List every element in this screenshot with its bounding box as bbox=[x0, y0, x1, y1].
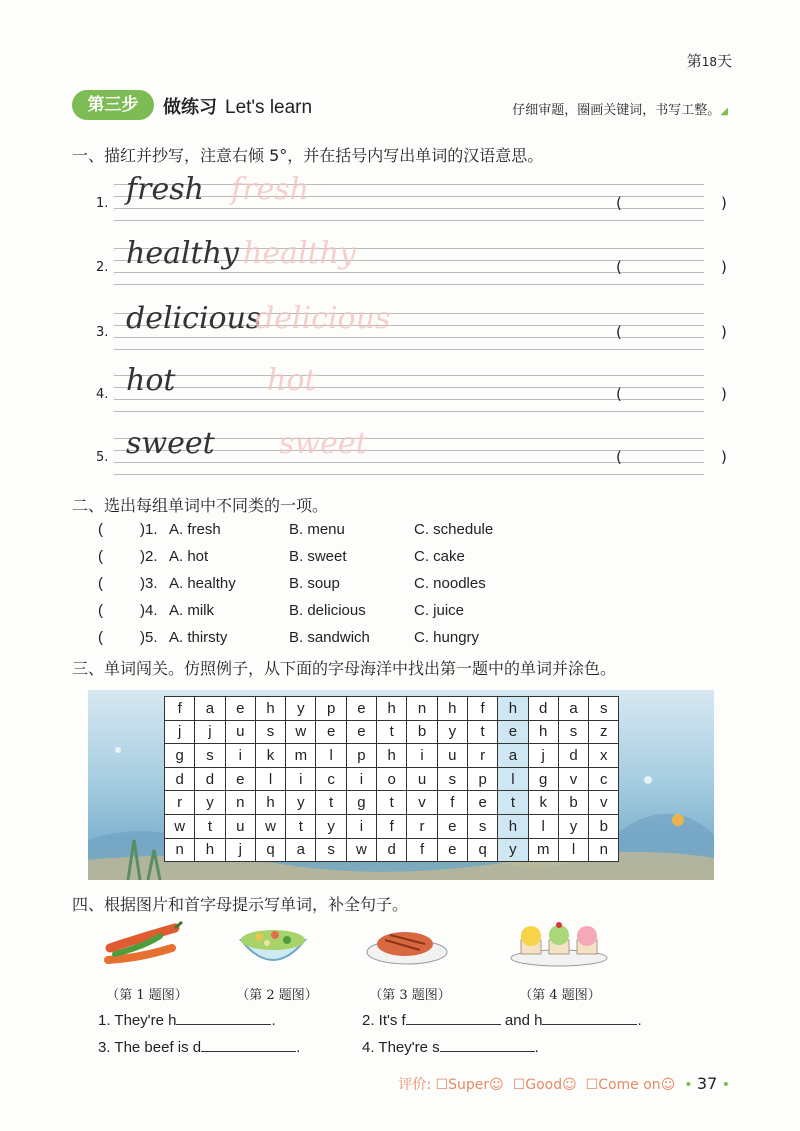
arrow-icon: ◢ bbox=[720, 106, 728, 117]
letter-grid bbox=[164, 696, 619, 862]
grid-cell[interactable]: u bbox=[225, 720, 255, 744]
grid-cell[interactable]: q bbox=[255, 838, 285, 862]
answer-paren[interactable]: ( bbox=[98, 575, 103, 592]
steak-plate-icon bbox=[365, 922, 450, 967]
grid-cell[interactable]: w bbox=[255, 814, 285, 838]
section1-title: 一、描红并抄写，注意右倾 5°，并在括号内写出单词的汉语意思。 bbox=[72, 146, 544, 165]
grid-cell[interactable]: h bbox=[377, 697, 407, 721]
smiley-icon: ☺ bbox=[660, 1077, 676, 1093]
grid-cell[interactable]: l bbox=[255, 767, 285, 791]
picture2-caption: （第 2 题图） bbox=[236, 988, 318, 1003]
item-number: )4. bbox=[140, 602, 158, 619]
day-label: 第18天 bbox=[686, 52, 732, 70]
grid-cell[interactable]: e bbox=[316, 720, 346, 744]
grid-cell[interactable]: i bbox=[407, 744, 437, 768]
grid-cell[interactable]: t bbox=[377, 720, 407, 744]
option-b: B. sandwich bbox=[289, 629, 370, 646]
grid-row bbox=[165, 720, 619, 744]
picture3-caption: （第 3 题图） bbox=[369, 988, 451, 1003]
item-number: 5. bbox=[96, 450, 109, 465]
grid-cell[interactable]: s bbox=[195, 744, 225, 768]
option-a: A. milk bbox=[169, 602, 214, 619]
grid-cell[interactable]: f bbox=[377, 814, 407, 838]
grid-cell[interactable]: a bbox=[558, 697, 588, 721]
item-number: )5. bbox=[140, 629, 158, 646]
grid-cell[interactable]: d bbox=[165, 767, 195, 791]
grid-cell[interactable]: e bbox=[225, 697, 255, 721]
grid-cell[interactable]: f bbox=[467, 697, 497, 721]
option-c: C. schedule bbox=[414, 521, 494, 538]
model-word: sweet bbox=[126, 426, 215, 461]
checkbox-icon[interactable]: ☐ bbox=[585, 1077, 599, 1093]
answer-blank[interactable] bbox=[406, 1024, 501, 1025]
grid-cell[interactable]: n bbox=[225, 791, 255, 815]
grid-row bbox=[165, 744, 619, 768]
option-c: C. cake bbox=[414, 548, 465, 565]
option-a: A. fresh bbox=[169, 521, 221, 538]
grid-cell[interactable]: g bbox=[165, 744, 195, 768]
grid-cell[interactable]: j bbox=[225, 838, 255, 862]
grid-cell[interactable]: e bbox=[498, 720, 528, 744]
answer-paren-open[interactable]: ( bbox=[616, 258, 622, 276]
grid-cell[interactable]: y bbox=[195, 791, 225, 815]
choice-row bbox=[98, 548, 518, 570]
grid-cell[interactable]: c bbox=[316, 767, 346, 791]
grid-cell[interactable]: b bbox=[589, 814, 619, 838]
choice-row bbox=[98, 575, 518, 597]
grid-row bbox=[165, 767, 619, 791]
grid-cell[interactable]: e bbox=[346, 720, 376, 744]
item-number: 1. bbox=[96, 196, 109, 211]
grid-cell[interactable]: d bbox=[195, 767, 225, 791]
grid-cell[interactable]: s bbox=[316, 838, 346, 862]
grid-cell[interactable]: y bbox=[437, 720, 467, 744]
grid-cell[interactable]: b bbox=[558, 791, 588, 815]
grid-cell[interactable]: p bbox=[346, 744, 376, 768]
answer-paren-close: ) bbox=[721, 194, 727, 212]
grid-cell[interactable]: j bbox=[165, 720, 195, 744]
answer-paren[interactable]: ( bbox=[98, 548, 103, 565]
grid-cell[interactable]: s bbox=[467, 814, 497, 838]
grid-cell[interactable]: a bbox=[286, 838, 316, 862]
answer-paren-open[interactable]: ( bbox=[616, 323, 622, 341]
grid-cell[interactable]: o bbox=[377, 767, 407, 791]
trace-word: healthy bbox=[243, 236, 356, 271]
answer-blank[interactable] bbox=[542, 1024, 637, 1025]
grid-cell[interactable]: w bbox=[165, 814, 195, 838]
grid-row bbox=[165, 791, 619, 815]
grid-cell[interactable]: t bbox=[498, 791, 528, 815]
answer-paren-open[interactable]: ( bbox=[616, 194, 622, 212]
trace-row bbox=[96, 426, 736, 486]
item-number: 2. bbox=[96, 260, 109, 275]
option-a: A. healthy bbox=[169, 575, 236, 592]
picture1-caption: （第 1 题图） bbox=[106, 988, 188, 1003]
grid-cell[interactable]: i bbox=[286, 767, 316, 791]
trace-row bbox=[96, 172, 736, 232]
trace-row bbox=[96, 301, 736, 361]
option-c: C. hungry bbox=[414, 629, 480, 646]
sentence-1: 1. They're h . bbox=[98, 1012, 276, 1029]
answer-paren[interactable]: ( bbox=[98, 602, 103, 619]
smiley-icon: ☺ bbox=[562, 1077, 577, 1093]
grid-cell[interactable]: e bbox=[225, 767, 255, 791]
grid-cell[interactable]: e bbox=[437, 838, 467, 862]
option-a: A. thirsty bbox=[169, 629, 228, 646]
grid-cell[interactable]: n bbox=[165, 838, 195, 862]
grid-cell[interactable]: f bbox=[407, 838, 437, 862]
item-number: 4. bbox=[96, 387, 109, 402]
sentence-4: 4. They're s . bbox=[362, 1039, 539, 1056]
grid-cell[interactable]: w bbox=[286, 720, 316, 744]
grid-cell[interactable]: l bbox=[498, 767, 528, 791]
grid-cell[interactable]: s bbox=[589, 697, 619, 721]
grid-cell[interactable]: u bbox=[407, 767, 437, 791]
grid-cell[interactable]: m bbox=[528, 838, 558, 862]
answer-paren[interactable]: ( bbox=[98, 521, 103, 538]
option-b: B. menu bbox=[289, 521, 345, 538]
option-c: C. juice bbox=[414, 602, 465, 619]
answer-paren[interactable]: ( bbox=[98, 629, 103, 646]
grid-cell[interactable]: d bbox=[528, 697, 558, 721]
page-number: 37 bbox=[696, 1074, 718, 1093]
grid-cell[interactable]: n bbox=[589, 838, 619, 862]
grid-cell[interactable]: g bbox=[528, 767, 558, 791]
grid-cell[interactable]: v bbox=[589, 791, 619, 815]
trace-row bbox=[96, 363, 736, 423]
grid-cell[interactable]: t bbox=[467, 720, 497, 744]
grid-cell[interactable]: t bbox=[316, 791, 346, 815]
grid-cell[interactable]: i bbox=[346, 767, 376, 791]
grid-cell[interactable]: e bbox=[346, 697, 376, 721]
item-number: )3. bbox=[140, 575, 158, 592]
trace-row bbox=[96, 236, 736, 296]
grid-cell[interactable]: f bbox=[437, 791, 467, 815]
grid-cell[interactable]: u bbox=[225, 814, 255, 838]
grid-cell[interactable]: h bbox=[195, 838, 225, 862]
section2-title: 二、选出每组单词中不同类的一项。 bbox=[72, 496, 329, 515]
grid-cell[interactable]: a bbox=[498, 744, 528, 768]
grid-cell[interactable]: n bbox=[407, 697, 437, 721]
trace-word: hot bbox=[267, 363, 317, 398]
grid-cell[interactable]: s bbox=[558, 720, 588, 744]
section3-title: 三、单词闯关。仿照例子，从下面的字母海洋中找出第一题中的单词并涂色。 bbox=[72, 659, 617, 678]
answer-paren-close: ) bbox=[721, 448, 727, 466]
grid-cell[interactable]: h bbox=[437, 697, 467, 721]
grid-row bbox=[165, 697, 619, 721]
picture4-caption: （第 4 题图） bbox=[519, 988, 601, 1003]
grid-cell[interactable]: l bbox=[558, 838, 588, 862]
option-b: B. sweet bbox=[289, 548, 347, 565]
trace-word: fresh bbox=[231, 172, 309, 207]
grid-cell[interactable]: s bbox=[255, 720, 285, 744]
trace-word: delicious bbox=[255, 301, 391, 336]
grid-cell[interactable]: i bbox=[225, 744, 255, 768]
grid-cell[interactable]: f bbox=[165, 697, 195, 721]
grid-cell[interactable]: h bbox=[498, 814, 528, 838]
grid-cell[interactable]: i bbox=[346, 814, 376, 838]
grid-cell[interactable]: h bbox=[255, 697, 285, 721]
model-word: healthy bbox=[126, 236, 239, 271]
grid-cell[interactable]: h bbox=[528, 720, 558, 744]
item-number: 3. bbox=[96, 325, 109, 340]
choice-row bbox=[98, 521, 518, 543]
grid-row bbox=[165, 814, 619, 838]
checkbox-icon[interactable]: ☐ bbox=[435, 1077, 449, 1093]
answer-paren-close: ) bbox=[721, 323, 727, 341]
choice-row bbox=[98, 629, 518, 651]
model-word: delicious bbox=[126, 301, 262, 336]
sentence-3: 3. The beef is d . bbox=[98, 1039, 301, 1056]
footer-evaluation: 评价: ☐Super☺ ☐Good☺ ☐Come on☺ • 37 • bbox=[398, 1074, 730, 1093]
grid-cell[interactable]: j bbox=[528, 744, 558, 768]
grid-cell[interactable]: y bbox=[558, 814, 588, 838]
grid-cell[interactable]: v bbox=[558, 767, 588, 791]
smiley-icon: ☺ bbox=[489, 1077, 504, 1093]
grid-cell[interactable]: q bbox=[467, 838, 497, 862]
grid-cell[interactable]: d bbox=[377, 838, 407, 862]
grid-cell[interactable]: r bbox=[407, 814, 437, 838]
grid-cell[interactable]: s bbox=[437, 767, 467, 791]
grid-cell[interactable]: t bbox=[377, 791, 407, 815]
grid-cell[interactable]: v bbox=[407, 791, 437, 815]
answer-paren-close: ) bbox=[721, 385, 727, 403]
model-word: hot bbox=[126, 363, 176, 398]
option-b: B. soup bbox=[289, 575, 340, 592]
grid-cell[interactable]: y bbox=[286, 697, 316, 721]
answer-paren-open[interactable]: ( bbox=[616, 448, 622, 466]
grid-cell[interactable]: y bbox=[498, 838, 528, 862]
grid-cell[interactable]: l bbox=[528, 814, 558, 838]
chili-pepper-icon bbox=[100, 918, 185, 978]
option-a: A. hot bbox=[169, 548, 209, 565]
grid-cell[interactable]: w bbox=[346, 838, 376, 862]
grid-cell[interactable]: d bbox=[558, 744, 588, 768]
grid-cell[interactable]: a bbox=[195, 697, 225, 721]
grid-cell[interactable]: k bbox=[528, 791, 558, 815]
item-number: )1. bbox=[140, 521, 158, 538]
cupcakes-icon bbox=[507, 918, 612, 968]
grid-cell[interactable]: u bbox=[437, 744, 467, 768]
answer-paren-open[interactable]: ( bbox=[616, 385, 622, 403]
grid-row bbox=[165, 838, 619, 862]
step-badge: 第三步 bbox=[72, 90, 154, 120]
trace-word: sweet bbox=[279, 426, 368, 461]
grid-cell[interactable]: p bbox=[467, 767, 497, 791]
grid-cell[interactable]: g bbox=[346, 791, 376, 815]
grid-cell[interactable]: r bbox=[165, 791, 195, 815]
checkbox-icon[interactable]: ☐ bbox=[512, 1077, 526, 1093]
grid-cell[interactable]: h bbox=[498, 697, 528, 721]
answer-blank[interactable] bbox=[440, 1051, 535, 1052]
grid-cell[interactable]: m bbox=[286, 744, 316, 768]
option-c: C. noodles bbox=[414, 575, 486, 592]
step-title: 做练习 Let's learn bbox=[163, 97, 313, 118]
answer-paren-close: ) bbox=[721, 258, 727, 276]
grid-cell[interactable]: r bbox=[467, 744, 497, 768]
grid-cell[interactable]: y bbox=[316, 814, 346, 838]
grid-cell[interactable]: e bbox=[437, 814, 467, 838]
grid-cell[interactable]: j bbox=[195, 720, 225, 744]
sentence-2: 2. It's f and h . bbox=[362, 1012, 642, 1029]
grid-cell[interactable]: y bbox=[286, 791, 316, 815]
grid-cell[interactable]: z bbox=[589, 720, 619, 744]
option-b: B. delicious bbox=[289, 602, 366, 619]
step-tip: 仔细审题，圈画关键词，书写工整。◢ bbox=[512, 103, 728, 118]
grid-cell[interactable]: b bbox=[407, 720, 437, 744]
item-number: )2. bbox=[140, 548, 158, 565]
answer-blank[interactable] bbox=[176, 1024, 271, 1025]
grid-cell[interactable]: e bbox=[467, 791, 497, 815]
grid-cell[interactable]: c bbox=[589, 767, 619, 791]
choice-row bbox=[98, 602, 518, 624]
salad-bowl-icon bbox=[237, 918, 309, 973]
answer-blank[interactable] bbox=[201, 1051, 296, 1052]
section4-title: 四、根据图片和首字母提示写单词，补全句子。 bbox=[72, 895, 409, 914]
grid-cell[interactable]: k bbox=[255, 744, 285, 768]
grid-cell[interactable]: h bbox=[377, 744, 407, 768]
grid-cell[interactable]: p bbox=[316, 697, 346, 721]
grid-cell[interactable]: h bbox=[255, 791, 285, 815]
grid-cell[interactable]: t bbox=[286, 814, 316, 838]
grid-cell[interactable]: l bbox=[316, 744, 346, 768]
grid-cell[interactable]: x bbox=[589, 744, 619, 768]
grid-cell[interactable]: t bbox=[195, 814, 225, 838]
model-word: fresh bbox=[126, 172, 204, 207]
